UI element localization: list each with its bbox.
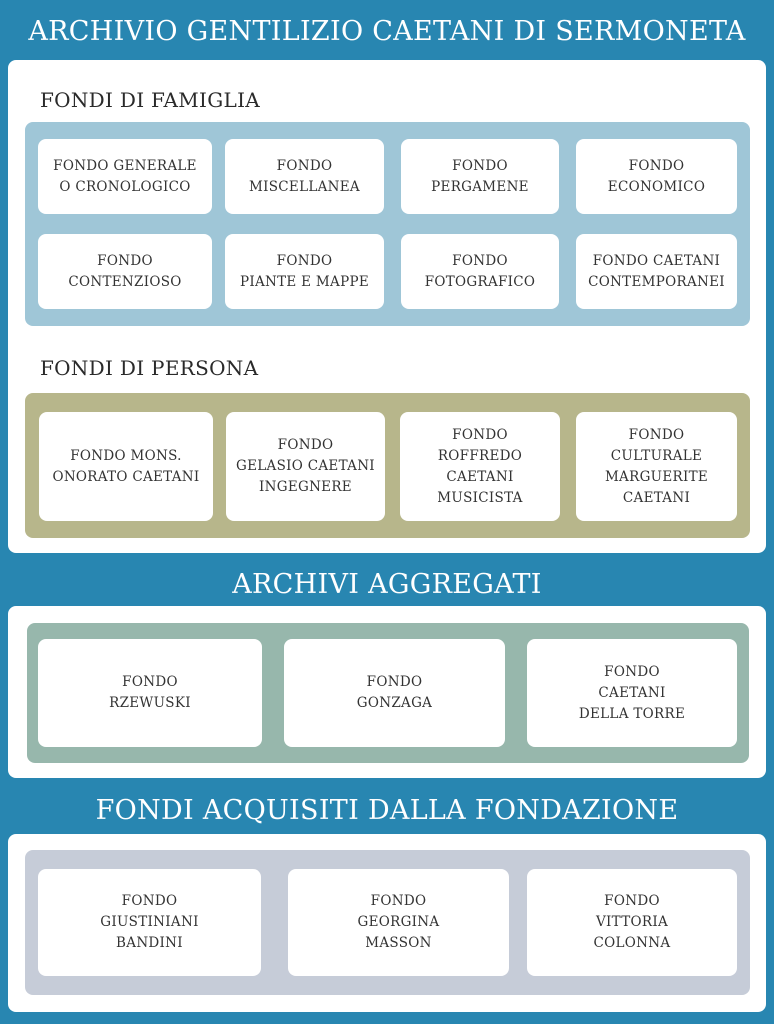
card-fondo-pergamene[interactable]: FONDO PERGAMENE [401, 139, 559, 214]
card-fondo-roffredo-caetani[interactable]: FONDO ROFFREDO CAETANI MUSICISTA [400, 412, 560, 521]
card-fondo-vittoria-colonna[interactable]: FONDO VITTORIA COLONNA [527, 869, 737, 976]
card-fondo-caetani-contemporanei[interactable]: FONDO CAETANI CONTEMPORANEI [576, 234, 737, 309]
heading-fondi-acquisiti: FONDI ACQUISITI DALLA FONDAZIONE [95, 795, 679, 826]
card-fondo-gelasio-caetani[interactable]: FONDO GELASIO CAETANI INGEGNERE [226, 412, 385, 521]
card-fondo-marguerite-caetani[interactable]: FONDO CULTURALE MARGUERITE CAETANI [576, 412, 737, 521]
card-fondo-onorato-caetani[interactable]: FONDO MONS. ONORATO CAETANI [39, 412, 213, 521]
heading-archivi-aggregati: ARCHIVI AGGREGATI [232, 569, 542, 600]
card-fondo-caetani-della-torre[interactable]: FONDO CAETANI DELLA TORRE [527, 639, 737, 747]
card-fondo-miscellanea[interactable]: FONDO MISCELLANEA [225, 139, 384, 214]
card-fondo-rzewuski[interactable]: FONDO RZEWUSKI [38, 639, 262, 747]
card-fondo-generale[interactable]: FONDO GENERALE O CRONOLOGICO [38, 139, 212, 214]
card-fondo-piante-e-mappe[interactable]: FONDO PIANTE E MAPPE [225, 234, 384, 309]
card-fondo-contenzioso[interactable]: FONDO CONTENZIOSO [38, 234, 212, 309]
card-fondo-gonzaga[interactable]: FONDO GONZAGA [284, 639, 505, 747]
page-title: ARCHIVIO GENTILIZIO CAETANI DI SERMONETA [28, 16, 746, 47]
card-fondo-economico[interactable]: FONDO ECONOMICO [576, 139, 737, 214]
heading-fondi-di-persona: FONDI DI PERSONA [40, 356, 259, 380]
card-fondo-fotografico[interactable]: FONDO FOTOGRAFICO [401, 234, 559, 309]
heading-fondi-di-famiglia: FONDI DI FAMIGLIA [40, 88, 261, 112]
card-fondo-georgina-masson[interactable]: FONDO GEORGINA MASSON [288, 869, 509, 976]
card-fondo-giustiniani-bandini[interactable]: FONDO GIUSTINIANI BANDINI [38, 869, 261, 976]
